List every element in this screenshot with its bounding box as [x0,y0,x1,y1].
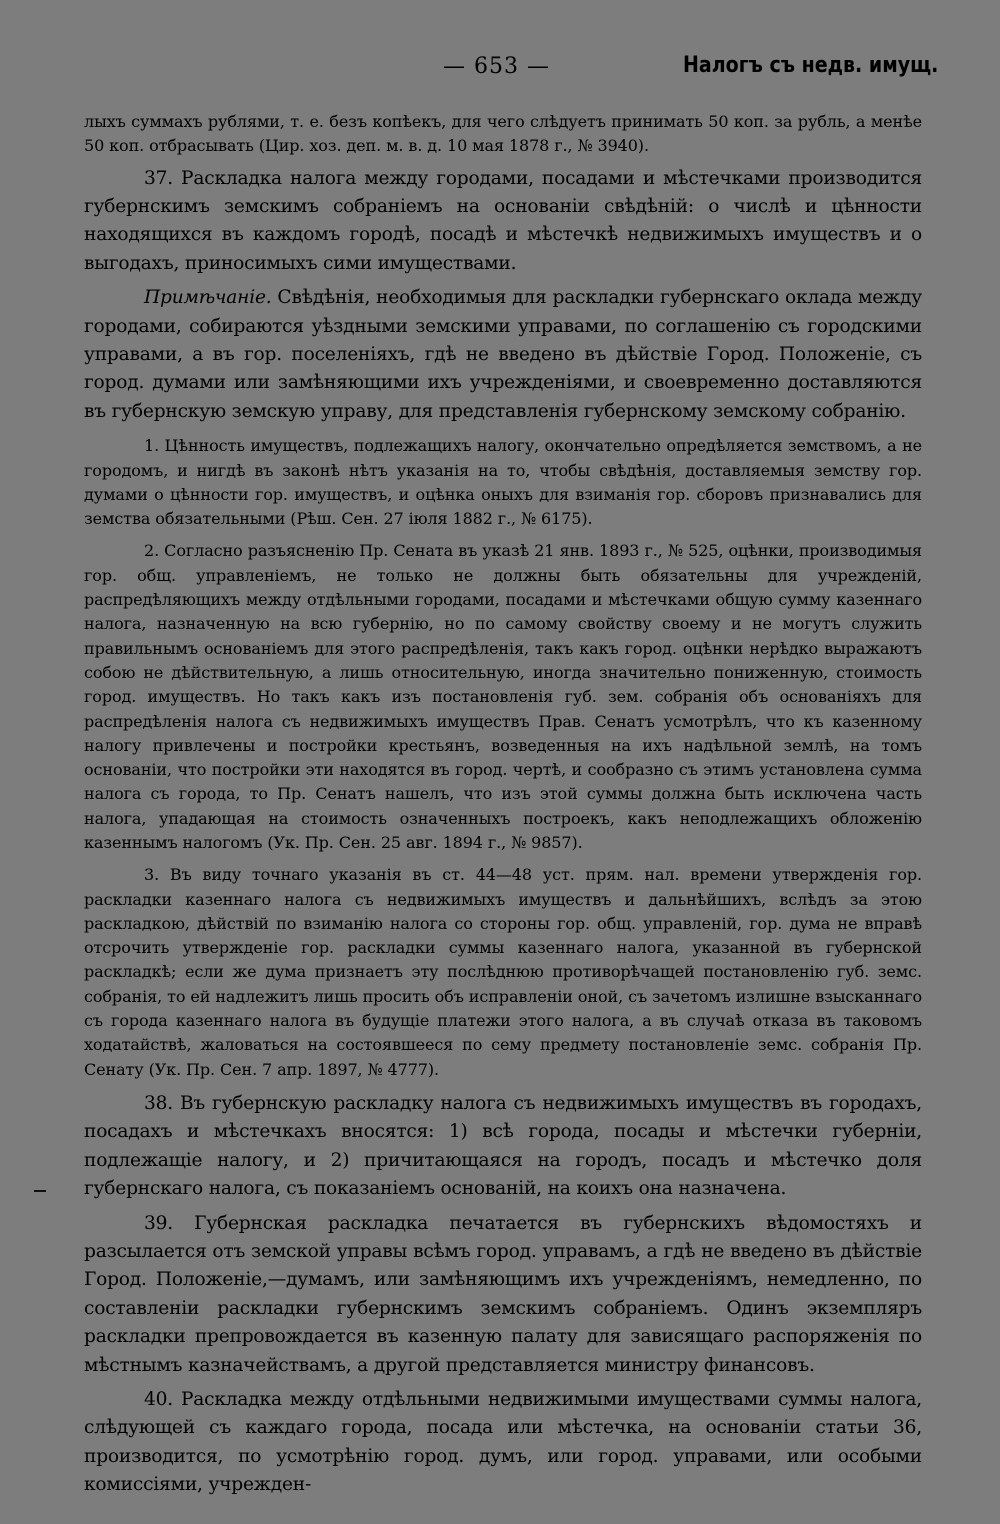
commentary-1: 1. Цѣнность имуществъ, подлежащихъ налогу, окончательно опредѣляется земствомъ, а не городомъ, и нигдѣ въ законѣ нѣтъ указанія на то, чтобы свѣдѣнія, доставляемыя земству гор. думами о цѣнности гор. имуществъ, и оцѣнка оныхъ для взиманія гор. сборовъ признавались для земства обязательными (Рѣш. Сен. 27 іюля 1882 г., № 6175). [84,436,922,529]
commentary-3: 3. Въ виду точнаго указанія въ ст. 44—48 уст. прям. нал. времени утвержденія гор. раскладки казеннаго налога съ недвижимыхъ имуществъ и дальнѣйшихъ, вслѣдъ за этою раскладкою, дѣйствій по взиманію налога со стороны гор. общ. управленій, гор. дума не вправѣ отсрочить утвержденіе гор. раскладки суммы казеннаго налога, указанной въ губернской раскладкѣ; если же дума признаетъ эту послѣднюю противорѣчащей постановленію губ. земс. собранія, то ей надлежитъ лишь просить объ исправленіи оной, съ зачетомъ излишне взысканнаго съ города казеннаго налога въ будущіе платежи этого налога, а въ случаѣ отказа въ таковомъ ходатайствѣ, жаловаться на состоявшееся по сему предмету постановленіе земс. собранія Пр. Сенату (Ук. Пр. Сен. 7 апр. 1897, № 4777). [84,865,922,1079]
article-38: 38. Въ губернскую раскладку налога съ недвижимыхъ имуществъ въ городахъ, посадахъ и мѣстечкахъ вносятся: 1) всѣ города, посады и мѣстечки губерніи, подлежащіе налогу, и 2) причитающаяся на городъ, посадъ и мѣстечко доля губернскаго налога, съ показаніемъ основаній, на коихъ она назначена. [84,1092,922,1200]
article-40: 40. Раскладка между отдѣльными недвижимыми имуществами суммы налога, слѣдующей съ каждаго города, посада или мѣстечка, на основаніи статьи 36, производится, по усмотрѣнію город. думъ, или город. управами, или особыми комиссіями, учрежден- [84,1389,922,1496]
note-text: Свѣдѣнія, необходимыя для раскладки губернскаго оклада между городами, собираются уѣздными земскими управами, по соглашенію съ городскими управами, а въ гор. поселеніяхъ, гдѣ не введено въ дѣйствіе Город. Положеніе, съ город. думами или замѣняющими ихъ учрежденіями, и своевременно доставляются въ губернскую земскую управу, для представленія губернскому земскому собранію. [84,287,922,422]
page-header [0,52,1000,86]
note-paragraph [84,284,922,426]
page-body [84,110,922,1500]
continued-paragraph: лыхъ суммахъ рублями, т. е. безъ копѣекъ, для чего слѣдуетъ принимать 50 коп. за рубль, а менѣе 50 коп. отбрасывать (Цир. хоз. деп. м. в. д. 10 мая 1878 г., № 3940). [84,112,922,156]
note-label: Примѣчаніе. [144,287,272,309]
page-number: — 653 — [443,54,550,79]
article-39: 39. Губернская раскладка печатается въ губернскихъ вѣдомостяхъ и разсылается отъ земской управы всѣмъ город. управамъ, а гдѣ не введено въ дѣйствіе Город. Положеніе,—думамъ, или замѣняющимъ ихъ учрежденіямъ, немедленно, по составленіи раскладки губернскимъ земскимъ собраніемъ. Одинъ экземпляръ раскладки препровождается въ казенную палату для зависящаго распоряженія по мѣстнымъ казначействамъ, а другой представляется министру финансовъ. [84,1212,922,1376]
margin-mark [34,1190,46,1192]
running-head: Налогъ съ недв. имущ. [683,52,939,78]
commentary-2: 2. Согласно разъясненію Пр. Сената въ указѣ 21 янв. 1893 г., № 525, оцѣнки, производимыя гор. общ. управленіемъ, не только не должны быть обязательны для учрежденій, распредѣляющихъ между отдѣльными городами, посадами и мѣстечками общую сумму казеннаго налога, назначенную на всю губернію, но по самому свойству своему и не могутъ служить правильнымъ основаніемъ для этого распредѣленія, такъ какъ город. оцѣнки нерѣдко выражаютъ собою не дѣйствительную, а лишь относительную, иногда значительно пониженную, стоимость город. имуществъ. Но такъ какъ изъ постановленія губ. зем. собранія объ основаніяхъ для распредѣленія налога съ недвижимыхъ имуществъ Прав. Сенатъ усмотрѣлъ, что къ казенному налогу привлечены и постройки крестьянъ, возведенныя на ихъ надѣльной землѣ, на томъ основаніи, что постройки эти находятся въ город. чертѣ, и сообразно съ этимъ установлена сумма налога съ города, то Пр. Сенатъ нашелъ, что изъ этой суммы должна быть исключена часть налога, упадающая на стоимость означенныхъ построекъ, какъ неподлежащихъ обложенію казеннымъ налогомъ (Ук. Пр. Сен. 25 авг. 1894 г., № 9857). [84,541,922,852]
article-37: 37. Раскладка налога между городами, посадами и мѣстечками производится губернскимъ земскимъ собраніемъ на основаніи свѣдѣній: о числѣ и цѣнности находящихся въ каждомъ городѣ, посадѣ и мѣстечкѣ недвижимыхъ имуществъ и о выгодахъ, приносимыхъ сими имуществами. [84,167,922,274]
